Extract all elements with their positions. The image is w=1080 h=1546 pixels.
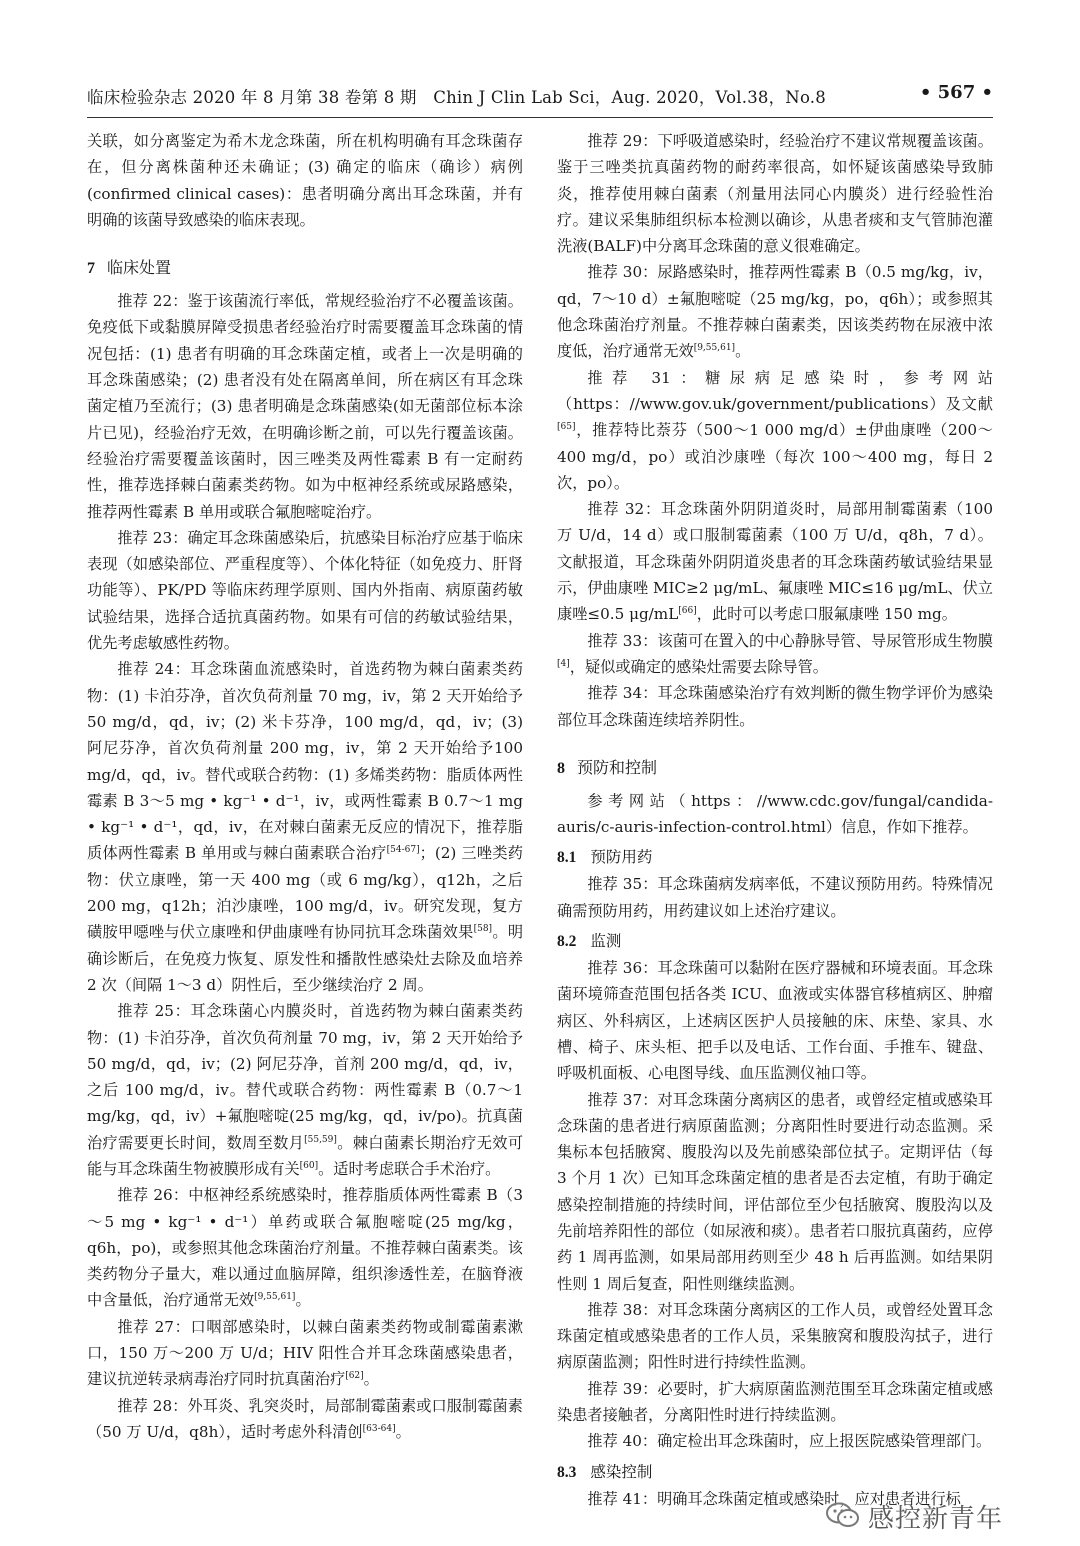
recommendation-29: 推荐 29：下呼吸道感染时，经验治疗不建议常规覆盖该菌。鉴于三唑类抗真菌药物的耐药率很高，如怀疑该菌感染导致肺炎，推荐使用棘白菌素（剂量用法同心内膜炎）进行经验性治疗。建议采集肺组织标本检测以确诊，从患者痰和支气管肺泡灌洗液(BALF)中分离耳念珠菌的意义很难确定。 <box>557 132 993 256</box>
recommendation-40: 推荐 40：确定检出耳念珠菌时，应上报医院感染管理部门。 <box>587 1432 992 1451</box>
citation: [58] <box>473 924 493 935</box>
citation: [9,55,61] <box>254 1292 296 1303</box>
recommendation-22: 推荐 22：鉴于该菌流行率低，常规经验治疗不必覆盖该菌。免疫低下或黏膜屏障受损患者经验治疗时需要覆盖耳念珠菌的情况包括：(1) 患者有明确的耳念珠菌定植，或者上一次是明确的耳念珠菌感染；(2) 患者没有处在隔离单间，所在病区有耳念珠菌定植乃至流行；(3) 患者明确是念珠菌感染(如无菌部位标本涂片已见)，经验治疗无效，在明确诊断之前，可以先行覆盖该菌。经验治疗需要覆盖该菌时，因三唑类及两性霉素 B 有一定耐药性，推荐选择棘白菌素类药物。如为中枢神经系统或尿路感染，推荐两性霉素 B 单用或联合氟胞嘧啶治疗。 <box>87 292 523 521</box>
watermark <box>826 1496 1046 1536</box>
right-column <box>557 128 993 1512</box>
recommendation-32: 推荐 32：耳念珠菌外阴阴道炎时，局部用制霉菌素（100 万 U/d，14 d）或口服制霉菌素（100 万 U/d，q8h，7 d）。文献报道，耳念珠菌外阴阴道炎患者的耳念珠菌药敏试验结果显示，伊曲康唑 MIC≥2 μg/mL、氟康唑 MIC≤16 μg/mL、伏立康唑≤0.5 μg/mL[66]，此时可以考虑口服氟康唑 150 mg。 <box>557 500 993 624</box>
citation: [60] <box>299 1160 319 1171</box>
subsection-heading-8-3: 8.3 感染控制 <box>557 1462 653 1481</box>
citation: [54-67] <box>386 845 420 856</box>
recommendation-23: 推荐 23：确定耳念珠菌感染后，抗感染目标治疗应基于临床表现（如感染部位、严重程度等）、个体化特征（如免疫力、肝肾功能等）、PK/PD 等临床药理学原则、国内外指南、病原菌药敏试验结果，选择合适抗真菌药物。如果有可信的药敏试验结果，优先考虑敏感性药物。 <box>87 528 523 653</box>
recommendation-39: 推荐 39：必要时，扩大病原菌监测范围至耳念珠菌定植或感染患者接触者，分离阳性时进行持续监测。 <box>557 1379 993 1425</box>
paragraph-continued: 关联，如分离鉴定为希木龙念珠菌，所在机构明确有耳念珠菌存在，但分离株菌种还未确证；(3) 确定的临床（确诊）病例(confirmed clinical cases)：患者明确分离出耳念珠菌，并有明确的该菌导致感染的临床表现。 <box>87 132 523 229</box>
wechat-icon <box>826 1502 860 1528</box>
section-8-intro: 参考网站（https：//www.cdc.gov/fungal/candida-auris/c-auris-infection-control.html）信息，作如下推荐。 <box>557 791 993 837</box>
citation: [55,59] <box>304 1134 337 1145</box>
recommendation-36: 推荐 36：耳念珠菌可以黏附在医疗器械和环境表面。耳念珠菌环境筛查范围包括各类 ICU、血液或实体器官移植病区、肿瘤病区、外科病区，上述病区医护人员接触的床、床垫、家具、水槽、椅子、床头柜、把手以及电话、工作台面、手推车、键盘、呼吸机面板、心电图导线、血压监测仪袖口等。 <box>557 959 993 1083</box>
recommendation-37: 推荐 37：对耳念珠菌分离病区的患者，或曾经定植或感染耳念珠菌的患者进行病原菌监测；分离阳性时要进行动态监测。采集标本包括腋窝、腹股沟以及先前感染部位拭子。定期评估（每 3 个月 1 次）已知耳念珠菌定植的患者是否去定植，有助于确定感染控制措施的持续时间，评估部位至少包括腋窝、腹股沟以及先前培养阳性的部位（如尿液和痰）。患者若口服抗真菌药，应停药 1 周再监测，如果局部用药则至少 48 h 后再监测。如结果阴性则 1 周后复查，阳性则继续监测。 <box>557 1090 993 1293</box>
citation: [63-64] <box>362 1423 396 1434</box>
left-column <box>87 128 523 1445</box>
recommendation-24: 推荐 24：耳念珠菌血流感染时，首选药物为棘白菌素类药物：(1) 卡泊芬净，首次负荷剂量 70 mg，iv，第 2 天开始给予 50 mg/d，qd，iv；(2) 米卡芬净，100 mg/d，qd，iv；(3) 阿尼芬净，首次负荷剂量 200 mg，iv，第 2 天开始给予100 mg/d，qd，iv。替代或联合药物：(1) 多烯类药物：脂质体两性霉素 B 3～5 mg • kg⁻¹ • d⁻¹，iv，或两性霉素 B 0.7～1 mg • kg⁻¹ • d⁻¹，qd，iv，在对棘白菌素无反应的情况下，推荐脂质体两性霉素 B 单用或与棘白菌素联合治疗[54-67]；(2) 三唑类药物：伏立康唑，第一天 400 mg（或 6 mg/kg），q12h，之后 200 mg，q12h；泊沙康唑，100 mg/d，iv。研究发现，复方磺胺甲噁唑与伏立康唑和伊曲康唑有协同抗耳念珠菌效果[58]。明确诊断后，在免疫力恢复、原发性和播散性感染灶去除及血培养 2 次（间隔 1～3 d）阴性后，至少继续治疗 2 周。 <box>87 660 524 994</box>
journal-citation: 临床检验杂志 2020 年 8 月第 38 卷第 8 期 Chin J Clin Lab Sci，Aug. 2020，Vol.38，No.8 <box>87 88 826 107</box>
watermark-text: 感控新青年 <box>868 1504 1004 1534</box>
section-heading-8: 8 预防和控制 <box>557 757 658 777</box>
header-divider <box>87 117 993 118</box>
citation: [65] <box>557 422 576 433</box>
recommendation-27: 推荐 27：口咽部感染时，以棘白菌素类药物或制霉菌素漱口，150 万～200 万 U/d；HIV 阳性合并耳念珠菌感染患者，建议抗逆转录病毒治疗同时抗真菌治疗[62]。 <box>87 1317 523 1389</box>
running-header <box>87 84 993 114</box>
citation: [9,55,61] <box>693 343 736 354</box>
page-number: • 567 • <box>919 82 993 103</box>
recommendation-26: 推荐 26：中枢神经系统感染时，推荐脂质体两性霉素 B（3～5 mg • kg⁻¹ • d⁻¹）单药或联合氟胞嘧啶(25 mg/kg，q6h，po)，或参照其他念珠菌治疗剂量。不推荐棘白菌素类。该类药物分子量大，难以通过血脑屏障，组织渗透性差，在脑脊液中含量低，治疗通常无效[9,55,61]。 <box>87 1186 523 1310</box>
recommendation-41: 推荐 41：明确耳念珠菌定植或感染时，应对患者进行标 <box>587 1489 961 1508</box>
recommendation-34: 推荐 34：耳念珠菌感染治疗有效判断的微生物学评价为感染部位耳念珠菌连续培养阴性。 <box>557 684 993 729</box>
recommendation-31: 推荐 31：糖尿病足感染时，参考网站（https：//www.gov.uk/government/publications）及文献[65]，推荐特比萘芬（500～1 000 mg/d）±伊曲康唑（200～400 mg/d，po）或泊沙康唑（每次 100～400 mg，每日 2 次，po）。 <box>557 368 993 492</box>
subsection-heading-8-2: 8.2 监测 <box>557 932 622 951</box>
citation: [66] <box>678 606 697 617</box>
recommendation-33: 推荐 33：该菌可在置入的中心静脉导管、导尿管形成生物膜[4]，疑似或确定的感染灶需要去除导管。 <box>557 631 993 676</box>
recommendation-25: 推荐 25：耳念珠菌心内膜炎时，首选药物为棘白菌素类药物：(1) 卡泊芬净，首次负荷剂量 70 mg，iv，第 2 天开始给予 50 mg/d，qd，iv；(2) 阿尼芬净，首剂 200 mg/d，qd，iv，之后 100 mg/d，iv。替代或联合药物：两性霉素 B（0.7～1 mg/kg，qd，iv）+氟胞嘧啶(25 mg/kg，qd，iv/po)。抗真菌治疗需要更长时间，数周至数月[55,59]。棘白菌素长期治疗无效可能与耳念珠菌生物被膜形成有关[60]。适时考虑联合手术治疗。 <box>87 1002 523 1178</box>
subsection-heading-8-1: 8.1 预防用药 <box>557 848 653 867</box>
citation: [62] <box>345 1371 364 1382</box>
citation: [4] <box>557 658 570 669</box>
recommendation-30: 推荐 30：尿路感染时，推荐两性霉素 B（0.5 mg/kg，iv，qd，7～10 d）±氟胞嘧啶（25 mg/kg，po，q6h）；或参照其他念珠菌治疗剂量。不推荐棘白菌素类，因该类药物在尿液中浓度低，治疗通常无效[9,55,61]。 <box>557 263 993 361</box>
section-heading-7: 7 临床处置 <box>87 258 172 278</box>
recommendation-38: 推荐 38：对耳念珠菌分离病区的工作人员，或曾经处置耳念珠菌定植或感染患者的工作人员，采集腋窝和腹股沟拭子，进行病原菌监测；阳性时进行持续性监测。 <box>557 1300 993 1372</box>
recommendation-28: 推荐 28：外耳炎、乳突炎时，局部制霉菌素或口服制霉菌素（50 万 U/d，q8h），适时考虑外科清创[63-64]。 <box>87 1396 523 1441</box>
recommendation-35: 推荐 35：耳念珠菌病发病率低，不建议预防用药。特殊情况确需预防用药，用药建议如上述治疗建议。 <box>557 875 993 920</box>
